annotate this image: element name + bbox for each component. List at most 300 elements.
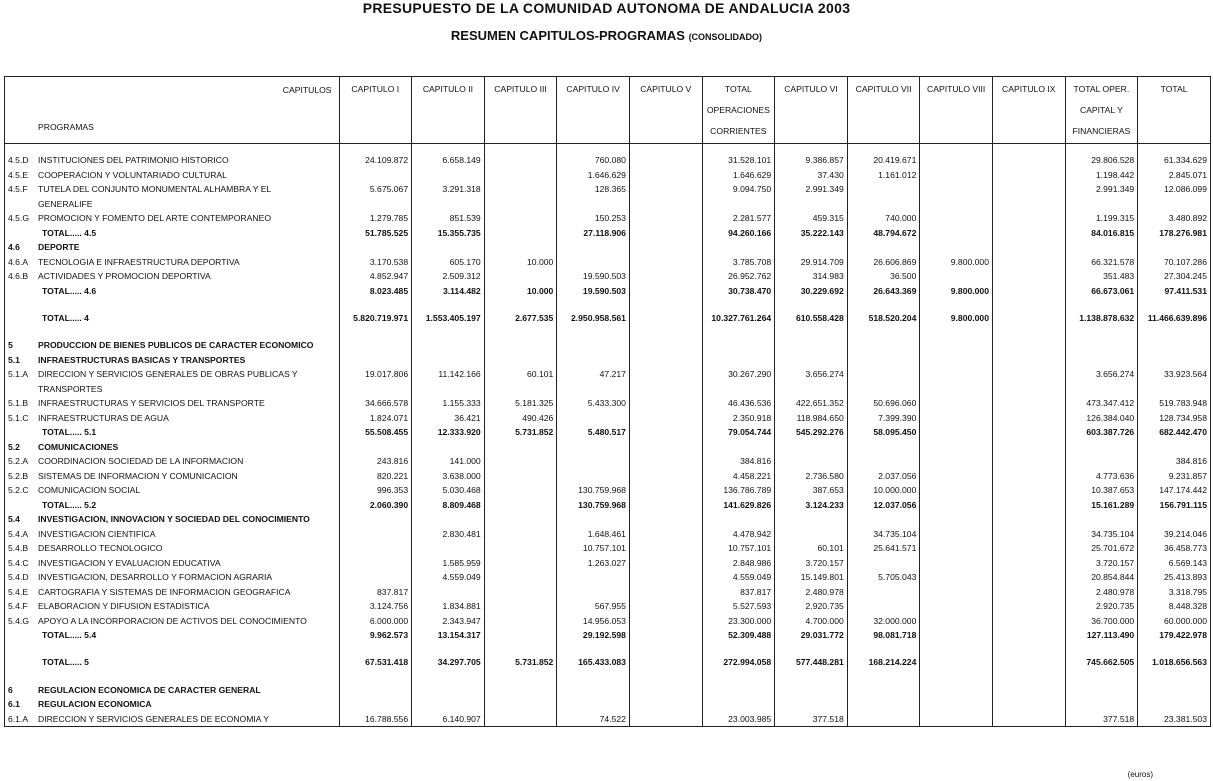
value-cell xyxy=(847,512,920,527)
value-cell xyxy=(992,512,1065,527)
spacer-row xyxy=(5,298,1211,307)
value-cell xyxy=(1065,338,1138,353)
empty-cell xyxy=(484,329,557,338)
value-cell xyxy=(775,382,848,397)
table-row xyxy=(5,556,1211,571)
value-cell: 740.000 xyxy=(847,211,920,226)
value-cell xyxy=(629,712,702,727)
value-cell xyxy=(992,697,1065,712)
value-cell: 3.720.157 xyxy=(775,556,848,571)
value-cell: 1.138.878.632 xyxy=(1065,307,1138,329)
value-cell xyxy=(339,527,412,542)
value-cell xyxy=(557,512,630,527)
section-row xyxy=(5,240,1211,255)
empty-cell xyxy=(412,643,485,652)
value-cell xyxy=(992,338,1065,353)
program-name: DEPORTE xyxy=(38,242,80,252)
value-cell: 30.267.290 xyxy=(702,367,775,382)
value-cell xyxy=(484,182,557,197)
value-cell xyxy=(1065,512,1138,527)
program-cell xyxy=(5,570,340,585)
value-cell xyxy=(920,197,993,212)
value-cell: 1.199.315 xyxy=(1065,211,1138,226)
value-cell xyxy=(920,396,993,411)
program-code: 4.5.D xyxy=(8,155,29,165)
value-cell: 2.281.577 xyxy=(702,211,775,226)
value-cell: 2.736.580 xyxy=(775,469,848,484)
value-cell: 5.527.593 xyxy=(702,599,775,614)
value-cell: 4.700.000 xyxy=(775,614,848,629)
value-cell: 118.984.650 xyxy=(775,411,848,426)
value-cell: 518.520.204 xyxy=(847,307,920,329)
value-cell xyxy=(557,411,630,426)
subtitle-text: RESUMEN CAPITULOS-PROGRAMAS xyxy=(450,28,685,43)
value-cell: 10.327.761.264 xyxy=(702,307,775,329)
value-cell xyxy=(702,683,775,698)
value-cell: 6.140.907 xyxy=(412,712,485,727)
value-cell: 29.914.709 xyxy=(775,255,848,270)
program-code: 5.2.B xyxy=(8,470,29,481)
value-cell: 165.433.083 xyxy=(557,652,630,674)
program-cell xyxy=(5,255,340,270)
value-cell xyxy=(629,240,702,255)
value-cell: 2.060.390 xyxy=(339,498,412,513)
value-cell xyxy=(1065,683,1138,698)
value-cell xyxy=(484,556,557,571)
value-cell xyxy=(484,382,557,397)
empty-cell xyxy=(5,298,340,307)
value-cell xyxy=(920,211,993,226)
value-cell xyxy=(629,683,702,698)
value-cell: 79.054.744 xyxy=(702,425,775,440)
empty-cell xyxy=(702,674,775,683)
value-cell xyxy=(992,367,1065,382)
empty-cell xyxy=(920,329,993,338)
value-cell: 48.794.672 xyxy=(847,226,920,241)
value-cell: 3.480.892 xyxy=(1138,211,1211,226)
value-cell xyxy=(992,440,1065,455)
program-name: COMUNICACION SOCIAL xyxy=(38,485,141,495)
value-cell xyxy=(847,556,920,571)
value-cell xyxy=(339,240,412,255)
table-row xyxy=(5,570,1211,585)
empty-cell xyxy=(992,329,1065,338)
empty-cell xyxy=(1138,144,1211,154)
value-cell xyxy=(920,697,993,712)
table-row xyxy=(5,585,1211,600)
value-cell: 26.952.762 xyxy=(702,269,775,284)
value-cell: 10.757.101 xyxy=(557,541,630,556)
value-cell xyxy=(992,411,1065,426)
value-cell xyxy=(992,197,1065,212)
value-cell: 14.956.053 xyxy=(557,614,630,629)
table-row xyxy=(5,599,1211,614)
value-cell xyxy=(484,469,557,484)
value-cell: 4.559.049 xyxy=(702,570,775,585)
value-cell: 377.518 xyxy=(1065,712,1138,727)
program-code: 5.4.C xyxy=(8,557,29,568)
value-cell: 745.662.505 xyxy=(1065,652,1138,674)
program-name: SISTEMAS DE INFORMACION Y COMUNICACION xyxy=(38,470,238,481)
value-cell xyxy=(992,454,1065,469)
empty-cell xyxy=(557,298,630,307)
program-code: 5.4.A xyxy=(8,528,29,539)
value-cell xyxy=(992,628,1065,643)
program-name: GENERALIFE xyxy=(38,198,93,209)
table-row xyxy=(5,614,1211,629)
value-cell xyxy=(629,570,702,585)
program-name: PRODUCCION DE BIENES PUBLICOS DE CARACTER ECONOMICO xyxy=(38,340,314,350)
value-cell: 3.656.274 xyxy=(1065,367,1138,382)
value-cell xyxy=(1065,353,1138,368)
table-row xyxy=(5,541,1211,556)
value-cell xyxy=(629,585,702,600)
table-row xyxy=(5,712,1211,727)
empty-cell xyxy=(5,674,340,683)
program-cell xyxy=(5,697,340,712)
program-code: 5.4 xyxy=(8,514,20,524)
header-col: TOTAL xyxy=(1138,77,1211,144)
value-cell xyxy=(484,712,557,727)
value-cell: 5.675.067 xyxy=(339,182,412,197)
value-cell xyxy=(992,353,1065,368)
value-cell: 94.260.166 xyxy=(702,226,775,241)
value-cell xyxy=(847,240,920,255)
value-cell: 9.800.000 xyxy=(920,307,993,329)
total-row xyxy=(5,307,1211,329)
header-col: CAPITULO II xyxy=(412,77,485,144)
value-cell xyxy=(992,483,1065,498)
program-cell xyxy=(5,628,340,643)
empty-cell xyxy=(992,674,1065,683)
program-cell xyxy=(5,338,340,353)
total-label: TOTAL..... 5 xyxy=(42,657,89,668)
value-cell: 314.983 xyxy=(775,269,848,284)
empty-cell xyxy=(412,144,485,154)
program-code: 4.5.G xyxy=(8,213,30,223)
empty-cell xyxy=(702,144,775,154)
value-cell: 6.000.000 xyxy=(339,614,412,629)
value-cell: 25.413.893 xyxy=(1138,570,1211,585)
empty-cell xyxy=(702,643,775,652)
value-cell xyxy=(847,182,920,197)
value-cell xyxy=(920,367,993,382)
program-cell xyxy=(5,541,340,556)
value-cell: 8.809.468 xyxy=(412,498,485,513)
value-cell xyxy=(557,240,630,255)
value-cell: 3.318.795 xyxy=(1138,585,1211,600)
program-cell xyxy=(5,284,340,299)
total-row xyxy=(5,226,1211,241)
value-cell: 25.641.571 xyxy=(847,541,920,556)
value-cell xyxy=(339,197,412,212)
empty-cell xyxy=(920,643,993,652)
value-cell xyxy=(702,240,775,255)
value-cell: 9.094.750 xyxy=(702,182,775,197)
value-cell: 610.558.428 xyxy=(775,307,848,329)
empty-cell xyxy=(484,674,557,683)
value-cell xyxy=(557,255,630,270)
header-col: TOTAL OPER. CAPITAL Y FINANCIERAS xyxy=(1065,77,1138,144)
value-cell xyxy=(920,512,993,527)
value-cell xyxy=(702,338,775,353)
program-cell xyxy=(5,240,340,255)
value-cell: 11.466.639.896 xyxy=(1138,307,1211,329)
value-cell xyxy=(920,628,993,643)
value-cell xyxy=(629,469,702,484)
value-cell xyxy=(629,599,702,614)
value-cell xyxy=(339,541,412,556)
value-cell xyxy=(484,338,557,353)
value-cell xyxy=(702,353,775,368)
program-cell xyxy=(5,168,340,183)
value-cell xyxy=(775,338,848,353)
empty-cell xyxy=(339,144,412,154)
value-cell: 1.553.405.197 xyxy=(412,307,485,329)
value-cell: 5.181.325 xyxy=(484,396,557,411)
value-cell: 3.291.318 xyxy=(412,182,485,197)
program-cell xyxy=(5,382,340,397)
header-col: CAPITULO III xyxy=(484,77,557,144)
value-cell xyxy=(412,353,485,368)
program-cell xyxy=(5,197,340,212)
empty-cell xyxy=(5,144,340,154)
empty-cell xyxy=(702,298,775,307)
header-col: TOTAL OPERACIONES CORRIENTES xyxy=(702,77,775,144)
value-cell xyxy=(992,498,1065,513)
value-cell: 29.806.528 xyxy=(1065,153,1138,168)
value-cell: 34.735.104 xyxy=(847,527,920,542)
program-name: TECNOLOGIA E INFRAESTRUCTURA DEPORTIVA xyxy=(38,256,240,267)
value-cell xyxy=(629,353,702,368)
value-cell: 36.700.000 xyxy=(1065,614,1138,629)
program-cell xyxy=(5,652,340,674)
spacer-row xyxy=(5,643,1211,652)
value-cell xyxy=(992,712,1065,727)
value-cell: 5.731.852 xyxy=(484,652,557,674)
header-col: CAPITULO IV xyxy=(557,77,630,144)
program-name: INVESTIGACION, DESARROLLO Y FORMACION AGRARIA xyxy=(38,572,273,582)
value-cell: 37.430 xyxy=(775,168,848,183)
empty-cell xyxy=(629,144,702,154)
program-cell xyxy=(5,556,340,571)
value-cell xyxy=(484,168,557,183)
empty-cell xyxy=(629,674,702,683)
value-cell: 51.785.525 xyxy=(339,226,412,241)
value-cell xyxy=(775,512,848,527)
section-row xyxy=(5,683,1211,698)
value-cell: 3.170.538 xyxy=(339,255,412,270)
program-cell xyxy=(5,440,340,455)
header-col: CAPITULO VI xyxy=(775,77,848,144)
value-cell xyxy=(920,269,993,284)
value-cell: 5.820.719.971 xyxy=(339,307,412,329)
value-cell: 20.419.671 xyxy=(847,153,920,168)
value-cell: 9.800.000 xyxy=(920,255,993,270)
value-cell xyxy=(557,338,630,353)
table-body xyxy=(5,144,1211,727)
value-cell xyxy=(484,153,557,168)
value-cell xyxy=(629,182,702,197)
value-cell: 66.673.061 xyxy=(1065,284,1138,299)
total-label: TOTAL..... 4 xyxy=(42,312,89,323)
value-cell xyxy=(629,425,702,440)
program-name: TUTELA DEL CONJUNTO MONUMENTAL ALHAMBRA Y EL xyxy=(38,184,272,194)
program-code: 5.4.D xyxy=(8,572,29,582)
value-cell xyxy=(1138,697,1211,712)
program-cell xyxy=(5,182,340,197)
value-cell: 10.000 xyxy=(484,284,557,299)
empty-cell xyxy=(629,298,702,307)
value-cell: 60.101 xyxy=(484,367,557,382)
value-cell xyxy=(629,153,702,168)
value-cell: 97.411.531 xyxy=(1138,284,1211,299)
empty-cell xyxy=(1065,144,1138,154)
program-name: INFRAESTRUCTURAS Y SERVICIOS DEL TRANSPORTE xyxy=(38,398,265,408)
value-cell xyxy=(629,382,702,397)
value-cell: 760.080 xyxy=(557,153,630,168)
program-name: INVESTIGACION Y EVALUACION EDUCATIVA xyxy=(38,557,221,568)
value-cell xyxy=(629,527,702,542)
value-cell xyxy=(339,570,412,585)
value-cell xyxy=(992,614,1065,629)
empty-cell xyxy=(629,329,702,338)
value-cell: 84.016.815 xyxy=(1065,226,1138,241)
value-cell xyxy=(992,570,1065,585)
program-name: REGULACION ECONOMICA DE CARACTER GENERAL xyxy=(38,684,261,695)
header-programas: PROGRAMAS xyxy=(38,122,94,132)
value-cell xyxy=(557,585,630,600)
empty-cell xyxy=(847,144,920,154)
empty-cell xyxy=(339,329,412,338)
value-cell xyxy=(484,541,557,556)
value-cell: 9.800.000 xyxy=(920,284,993,299)
value-cell xyxy=(629,614,702,629)
value-cell: 2.677.535 xyxy=(484,307,557,329)
program-cell xyxy=(5,469,340,484)
value-cell: 3.638.000 xyxy=(412,469,485,484)
section-row xyxy=(5,697,1211,712)
value-cell xyxy=(992,469,1065,484)
value-cell: 3.656.274 xyxy=(775,367,848,382)
program-cell xyxy=(5,585,340,600)
value-cell xyxy=(992,599,1065,614)
table-row xyxy=(5,182,1211,197)
empty-cell xyxy=(339,643,412,652)
subtitle-note: (CONSOLIDADO) xyxy=(688,32,763,42)
value-cell xyxy=(992,226,1065,241)
value-cell xyxy=(920,498,993,513)
value-cell xyxy=(412,197,485,212)
value-cell: 179.422.978 xyxy=(1138,628,1211,643)
table-row xyxy=(5,527,1211,542)
value-cell: 24.109.872 xyxy=(339,153,412,168)
value-cell: 26.643.369 xyxy=(847,284,920,299)
value-cell xyxy=(629,697,702,712)
empty-cell xyxy=(702,329,775,338)
program-code: 5.1.C xyxy=(8,412,29,423)
total-label: TOTAL..... 5.1 xyxy=(42,427,97,437)
value-cell xyxy=(412,240,485,255)
value-cell xyxy=(629,541,702,556)
value-cell: 603.387.726 xyxy=(1065,425,1138,440)
value-cell xyxy=(775,353,848,368)
table-row xyxy=(5,168,1211,183)
value-cell xyxy=(484,440,557,455)
empty-cell xyxy=(1138,643,1211,652)
empty-cell xyxy=(920,674,993,683)
value-cell xyxy=(629,454,702,469)
value-cell xyxy=(484,628,557,643)
value-cell xyxy=(412,168,485,183)
unit-note: (euros) xyxy=(1127,770,1153,779)
value-cell: 351.483 xyxy=(1065,269,1138,284)
value-cell: 127.113.490 xyxy=(1065,628,1138,643)
value-cell: 2.037.056 xyxy=(847,469,920,484)
program-code: 5.2.A xyxy=(8,456,29,466)
value-cell xyxy=(992,396,1065,411)
value-cell xyxy=(1138,512,1211,527)
value-cell: 1.646.629 xyxy=(557,168,630,183)
value-cell xyxy=(775,683,848,698)
value-cell: 2.480.978 xyxy=(1065,585,1138,600)
value-cell: 39.214.046 xyxy=(1138,527,1211,542)
value-cell xyxy=(629,652,702,674)
value-cell xyxy=(339,338,412,353)
empty-cell xyxy=(920,298,993,307)
empty-cell xyxy=(992,298,1065,307)
value-cell: 837.817 xyxy=(702,585,775,600)
value-cell: 20.854.844 xyxy=(1065,570,1138,585)
value-cell: 126.384.040 xyxy=(1065,411,1138,426)
value-cell xyxy=(775,440,848,455)
value-cell xyxy=(702,697,775,712)
value-cell xyxy=(557,382,630,397)
value-cell xyxy=(992,307,1065,329)
empty-cell xyxy=(920,144,993,154)
value-cell: 9.231.857 xyxy=(1138,469,1211,484)
value-cell xyxy=(629,338,702,353)
program-code: 5.1 xyxy=(8,354,20,365)
empty-cell xyxy=(775,674,848,683)
program-code: 4.6.B xyxy=(8,271,29,281)
program-code: 5 xyxy=(8,340,13,350)
program-name: COOPERACION Y VOLUNTARIADO CULTURAL xyxy=(38,169,227,180)
value-cell xyxy=(557,697,630,712)
value-cell xyxy=(339,683,412,698)
section-row xyxy=(5,353,1211,368)
value-cell: 50.696.060 xyxy=(847,396,920,411)
value-cell: 4.478.942 xyxy=(702,527,775,542)
value-cell xyxy=(1138,353,1211,368)
value-cell: 16.788.556 xyxy=(339,712,412,727)
value-cell: 141.000 xyxy=(412,454,485,469)
program-cell xyxy=(5,411,340,426)
value-cell: 1.824.071 xyxy=(339,411,412,426)
empty-cell xyxy=(5,643,340,652)
value-cell: 1.279.785 xyxy=(339,211,412,226)
value-cell: 422.651.352 xyxy=(775,396,848,411)
empty-cell xyxy=(412,674,485,683)
value-cell: 6.569.143 xyxy=(1138,556,1211,571)
value-cell: 2.848.986 xyxy=(702,556,775,571)
value-cell xyxy=(484,353,557,368)
table-row xyxy=(5,411,1211,426)
value-cell xyxy=(629,197,702,212)
value-cell xyxy=(992,541,1065,556)
program-cell xyxy=(5,599,340,614)
value-cell: 27.118.906 xyxy=(557,226,630,241)
